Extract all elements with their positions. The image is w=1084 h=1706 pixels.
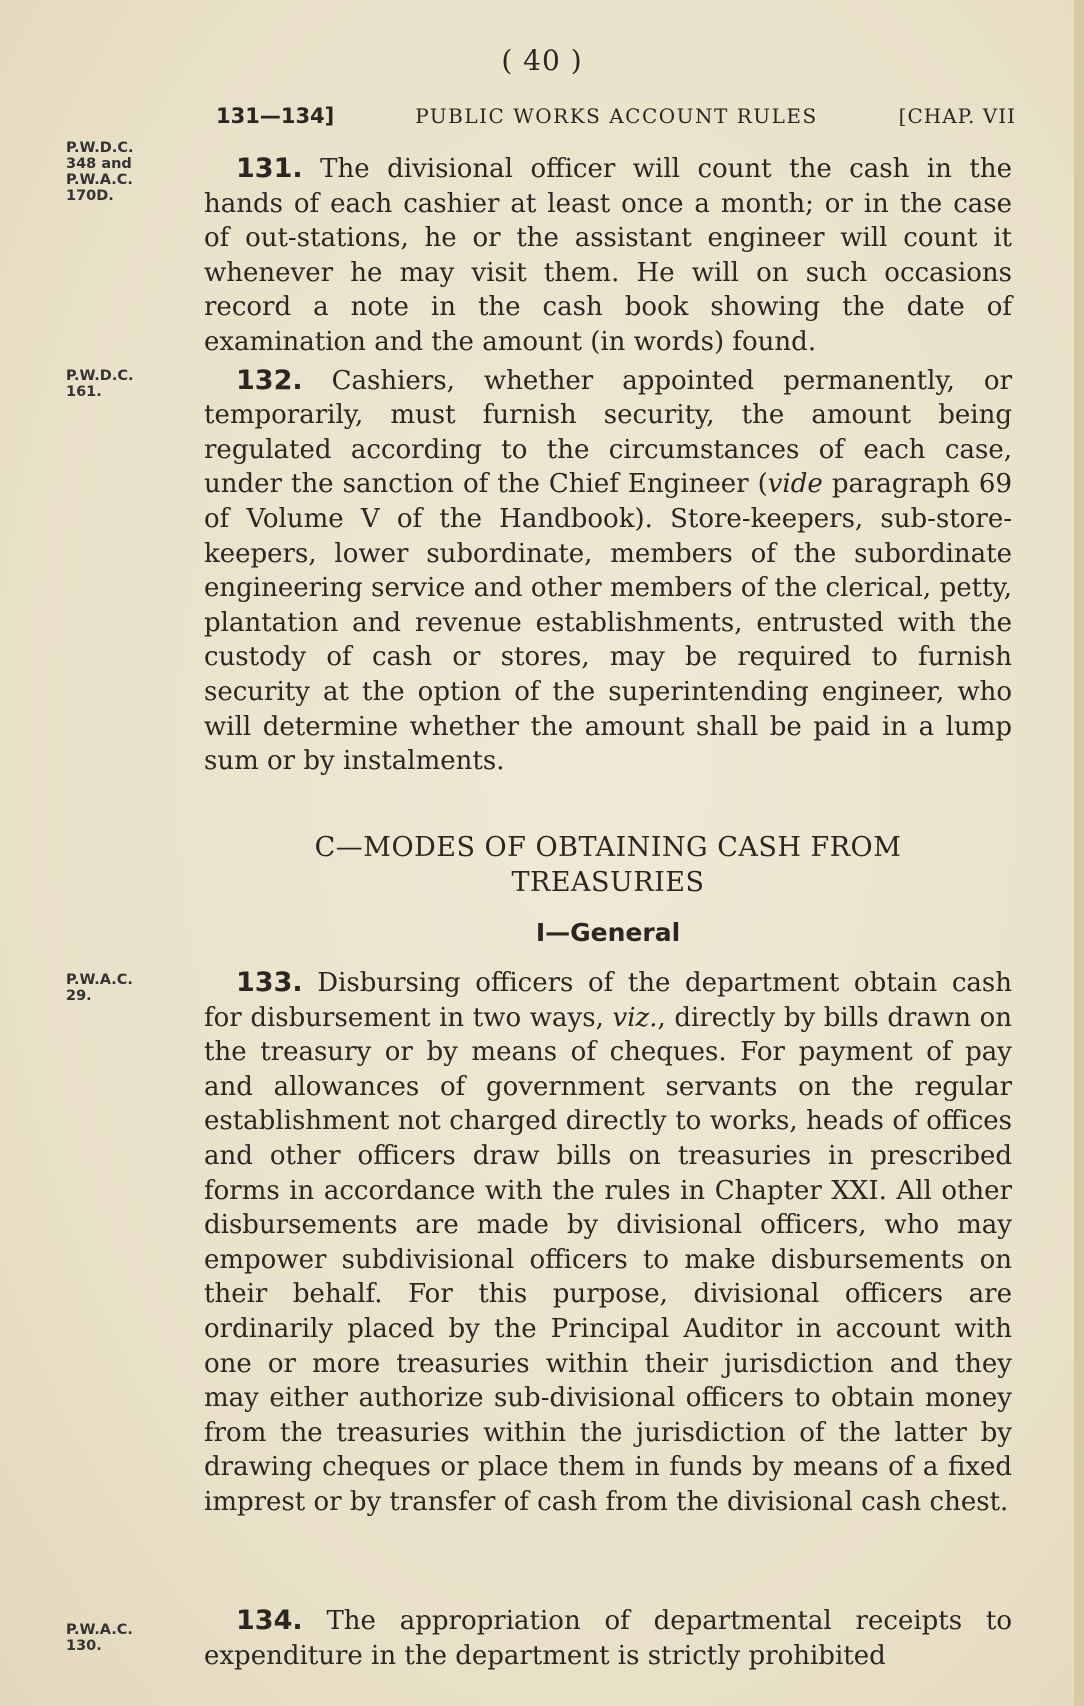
paragraph-text: Disbursing officers of the department obtain cash for disbursement in two ways, (204, 968, 1012, 1033)
paragraph-text: Cashiers, whether appointed permanently, or temporarily, must furnish security, the amount being regulated according to the circumstances of each case, under the sanction of the Chief Engineer ( (204, 365, 1013, 500)
paragraph-text: paragraph 69 of Volume V of the Handbook). Store-keepers, sub-store-keepers, lower subordinate, members of the subordinate engineering service and other members of the clerical, petty, plantation and revenue establishments, entrusted with the custody of cash or stores, may be required to furnish security at the option of the superintending engineer, who will determine whether the amount shall be paid in a lump sum or by instalments. (204, 469, 1012, 777)
section-heading-line: C—MODES OF OBTAINING CASH FROM (314, 832, 902, 863)
paragraph-text: , directly by bills drawn on the treasury or by means of cheques. For payment of pay and allowances of government servants on the regular establishment not charged directly to works, heads of offices and other officers draw bills on treasuries in prescribed forms in accordance with the rules in Chapter XXI. All other disbursements are made by divisional officers, who may empower subdivisional officers to make disbursements on their behalf. For this purpose, divisional officers are ordinarily placed by the Principal Auditor in account with one or more treasuries within their jurisdiction and they may either authorize sub-divisional officers to obtain money from the treasuries within the jurisdiction of the latter by drawing cheques or place them in funds by means of a fixed imprest or by transfer of cash from the divisional cash chest. (204, 1002, 1012, 1517)
paragraph-131 (204, 152, 1012, 360)
section-heading-line: TREASURIES (511, 867, 705, 898)
margin-note-line: 161. (66, 384, 102, 400)
margin-note-133 (66, 972, 186, 1004)
running-head-chapter: [CHAP. VII (898, 104, 1016, 128)
italic-term: vide (767, 469, 823, 500)
margin-note-line: 29. (66, 988, 92, 1004)
section-heading (204, 830, 1012, 900)
italic-term: viz. (612, 1002, 658, 1033)
page-number: ( 40 ) (501, 44, 583, 77)
subheading: I—General (535, 918, 681, 947)
margin-note-line: 130. (66, 1638, 102, 1654)
margin-note-131 (66, 140, 186, 204)
paragraph-number: 133. (236, 967, 303, 998)
margin-note-line: 170D. (66, 188, 114, 204)
margin-note-line: P.W.A.C. (66, 972, 133, 988)
paragraph-132 (204, 364, 1012, 779)
margin-note-line: P.W.A.C. (66, 172, 133, 188)
running-head-range: 131—134] (216, 104, 335, 128)
margin-note-line: 348 and (66, 156, 132, 172)
body-block-1 (204, 152, 1012, 779)
margin-note-line: P.W.D.C. (66, 368, 134, 384)
paragraph-133 (204, 966, 1012, 1520)
paragraph-134 (204, 1604, 1012, 1673)
paragraph-number: 132. (236, 364, 303, 396)
running-head (216, 104, 1016, 128)
paragraph-text: The appropriation of departmental receipts to expenditure in the department is strictly prohibited (204, 1606, 1013, 1671)
margin-note-line: P.W.D.C. (66, 140, 134, 156)
body-block-3 (204, 1604, 1012, 1673)
body-block-2 (204, 966, 1012, 1520)
paragraph-number: 131. (236, 153, 303, 184)
page-edge (1074, 0, 1084, 1706)
margin-note-132 (66, 368, 186, 400)
margin-note-134 (66, 1622, 186, 1654)
paragraph-number: 134. (236, 1605, 303, 1636)
margin-note-line: P.W.A.C. (66, 1622, 133, 1638)
running-head-title: PUBLIC WORKS ACCOUNT RULES (415, 104, 818, 128)
paragraph-text: The divisional officer will count the cash in the hands of each cashier at least once a month; or in the case of out-stations, he or the assistant engineer will count it whenever he may visit them. He will on such occasions record a note in the cash book showing the date of examination and the amount (in words) found. (204, 154, 1012, 357)
